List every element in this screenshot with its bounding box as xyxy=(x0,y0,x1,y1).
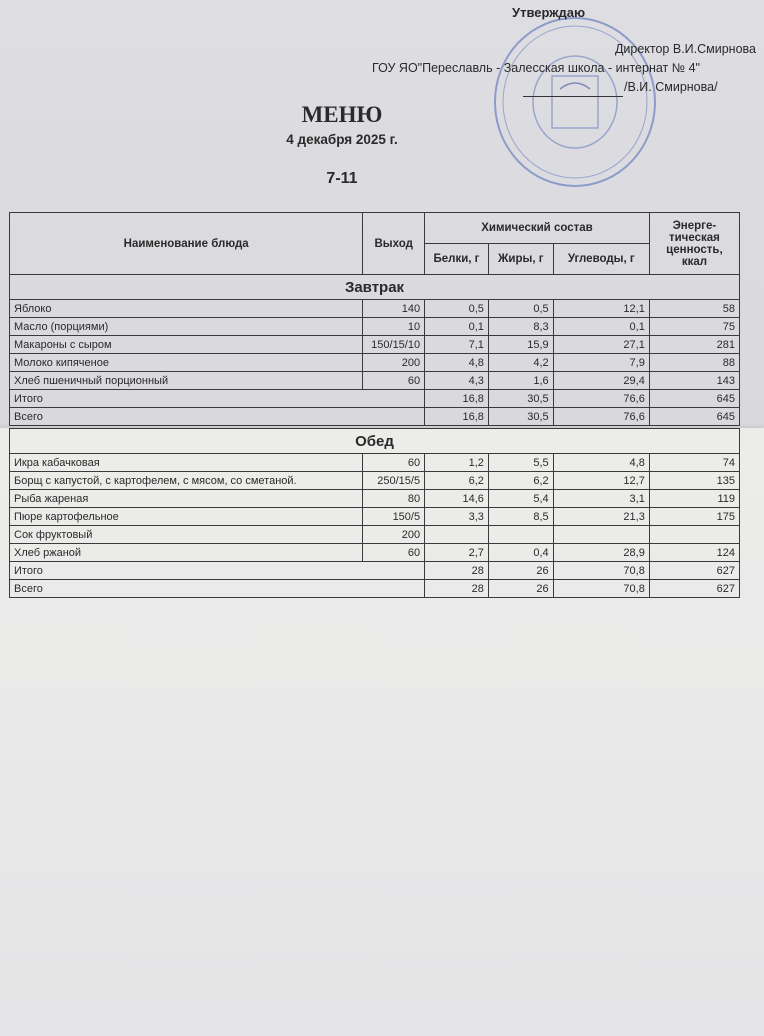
table-row xyxy=(10,490,740,508)
dish-fat: 0,5 xyxy=(488,300,553,318)
total-row xyxy=(10,408,740,426)
dish-name: Рыба жареная xyxy=(10,490,363,508)
dish-energy xyxy=(649,526,739,544)
total-fat: 30,5 xyxy=(488,390,553,408)
dish-name: Борщ с капустой, с картофелем, с мясом, со сметаной. xyxy=(10,472,363,490)
menu-date: 4 декабря 2025 г. xyxy=(286,132,398,147)
signature-line xyxy=(523,96,623,97)
dish-name: Сок фруктовый xyxy=(10,526,363,544)
table-row xyxy=(10,318,740,336)
total-carbs: 76,6 xyxy=(553,408,649,426)
dish-output: 60 xyxy=(363,372,425,390)
dish-carbs: 29,4 xyxy=(553,372,649,390)
dish-carbs xyxy=(553,526,649,544)
dish-protein: 2,7 xyxy=(425,544,489,562)
total-fat: 26 xyxy=(488,580,553,598)
total-protein: 28 xyxy=(425,562,489,580)
table-row xyxy=(10,526,740,544)
dish-protein: 1,2 xyxy=(425,454,489,472)
total-carbs: 76,6 xyxy=(553,390,649,408)
dish-output: 200 xyxy=(363,526,425,544)
total-row xyxy=(10,580,740,598)
dish-fat: 4,2 xyxy=(488,354,553,372)
dish-protein: 7,1 xyxy=(425,336,489,354)
dish-protein: 14,6 xyxy=(425,490,489,508)
breakfast-table xyxy=(9,212,740,426)
dish-energy: 74 xyxy=(649,454,739,472)
total-fat: 30,5 xyxy=(488,408,553,426)
dish-name: Хлеб пшеничный порционный xyxy=(10,372,363,390)
approve-label: Утверждаю xyxy=(512,5,586,20)
dish-carbs: 28,9 xyxy=(553,544,649,562)
header-output: Выход xyxy=(363,213,425,275)
dish-name: Макароны с сыром xyxy=(10,336,363,354)
dish-protein: 0,1 xyxy=(425,318,489,336)
dish-output: 60 xyxy=(363,454,425,472)
total-label: Всего xyxy=(10,408,425,426)
dish-output: 250/15/5 xyxy=(363,472,425,490)
total-label: Итого xyxy=(10,390,425,408)
dish-protein: 0,5 xyxy=(425,300,489,318)
dish-energy: 135 xyxy=(649,472,739,490)
table-row xyxy=(10,508,740,526)
organization-name: ГОУ ЯО"Переславль - Залесская школа - интернат № 4" xyxy=(372,61,700,75)
dish-output: 10 xyxy=(363,318,425,336)
table-row xyxy=(10,336,740,354)
total-energy: 627 xyxy=(649,580,739,598)
table-row xyxy=(10,544,740,562)
header-chemical: Химический состав xyxy=(425,213,650,244)
total-energy: 645 xyxy=(649,408,739,426)
dish-carbs: 4,8 xyxy=(553,454,649,472)
dish-protein xyxy=(425,526,489,544)
director-line: Директор В.И.Смирнова xyxy=(614,42,756,56)
dish-carbs: 21,3 xyxy=(553,508,649,526)
dish-fat: 15,9 xyxy=(488,336,553,354)
dish-carbs: 12,7 xyxy=(553,472,649,490)
dish-fat: 6,2 xyxy=(488,472,553,490)
total-energy: 645 xyxy=(649,390,739,408)
dish-carbs: 12,1 xyxy=(553,300,649,318)
dish-output: 200 xyxy=(363,354,425,372)
dish-energy: 88 xyxy=(649,354,739,372)
total-carbs: 70,8 xyxy=(553,580,649,598)
total-energy: 627 xyxy=(649,562,739,580)
dish-output: 80 xyxy=(363,490,425,508)
dish-protein: 6,2 xyxy=(425,472,489,490)
dish-energy: 175 xyxy=(649,508,739,526)
table-row xyxy=(10,354,740,372)
dish-carbs: 3,1 xyxy=(553,490,649,508)
dish-energy: 281 xyxy=(649,336,739,354)
dish-carbs: 27,1 xyxy=(553,336,649,354)
section-breakfast: Завтрак xyxy=(10,275,740,300)
dish-name: Хлеб ржаной xyxy=(10,544,363,562)
total-protein: 16,8 xyxy=(425,390,489,408)
table-row xyxy=(10,372,740,390)
dish-fat: 1,6 xyxy=(488,372,553,390)
subtotal-row xyxy=(10,390,740,408)
total-fat: 26 xyxy=(488,562,553,580)
dish-carbs: 7,9 xyxy=(553,354,649,372)
header-dish-name: Наименование блюда xyxy=(10,213,363,275)
total-protein: 16,8 xyxy=(425,408,489,426)
header-energy: Энерге-тическая ценность, ккал xyxy=(649,213,739,275)
total-label: Всего xyxy=(10,580,425,598)
dish-protein: 4,8 xyxy=(425,354,489,372)
page-title: МЕНЮ xyxy=(301,102,383,127)
header-protein: Белки, г xyxy=(425,244,489,275)
signature-name: /В.И. Смирнова/ xyxy=(624,80,718,94)
dish-fat: 8,3 xyxy=(488,318,553,336)
section-lunch: Обед xyxy=(10,429,740,454)
dish-output: 150/5 xyxy=(363,508,425,526)
dish-fat: 8,5 xyxy=(488,508,553,526)
dish-name: Яблоко xyxy=(10,300,363,318)
dish-fat xyxy=(488,526,553,544)
header-fat: Жиры, г xyxy=(488,244,553,275)
lunch-table xyxy=(9,428,740,598)
age-group: 7-11 xyxy=(326,170,358,187)
dish-protein: 3,3 xyxy=(425,508,489,526)
table-row xyxy=(10,300,740,318)
dish-name: Икра кабачковая xyxy=(10,454,363,472)
dish-name: Молоко кипяченое xyxy=(10,354,363,372)
table-row xyxy=(10,472,740,490)
dish-fat: 5,4 xyxy=(488,490,553,508)
total-carbs: 70,8 xyxy=(553,562,649,580)
dish-energy: 119 xyxy=(649,490,739,508)
table-row xyxy=(10,454,740,472)
dish-carbs: 0,1 xyxy=(553,318,649,336)
dish-name: Пюре картофельное xyxy=(10,508,363,526)
total-label: Итого xyxy=(10,562,425,580)
dish-fat: 5,5 xyxy=(488,454,553,472)
dish-name: Масло (порциями) xyxy=(10,318,363,336)
dish-fat: 0,4 xyxy=(488,544,553,562)
dish-output: 60 xyxy=(363,544,425,562)
header-carbs: Углеводы, г xyxy=(553,244,649,275)
dish-output: 140 xyxy=(363,300,425,318)
total-protein: 28 xyxy=(425,580,489,598)
dish-energy: 75 xyxy=(649,318,739,336)
dish-energy: 143 xyxy=(649,372,739,390)
dish-output: 150/15/10 xyxy=(363,336,425,354)
subtotal-row xyxy=(10,562,740,580)
dish-energy: 58 xyxy=(649,300,739,318)
dish-protein: 4,3 xyxy=(425,372,489,390)
dish-energy: 124 xyxy=(649,544,739,562)
